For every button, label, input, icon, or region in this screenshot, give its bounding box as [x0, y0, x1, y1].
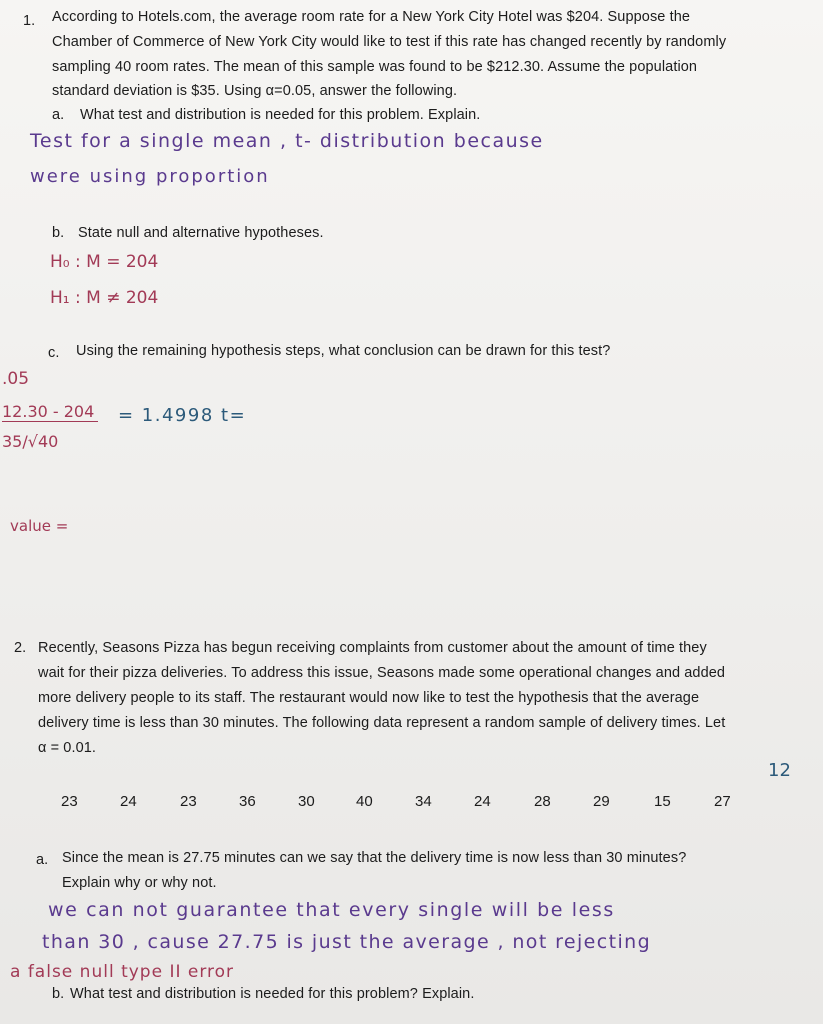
q1c-label: c.: [48, 345, 60, 361]
q2a-question-line-2: Explain why or why not.: [62, 875, 217, 891]
q1-text-line-2: Chamber of Commerce of New York City would like to test if this rate has changed recently by randomly: [52, 34, 727, 50]
q1a-question: What test and distribution is needed for this problem. Explain.: [80, 107, 481, 123]
q2-text-line-5: α = 0.01.: [38, 740, 97, 756]
q2a-label: a.: [36, 852, 49, 868]
q2-data-value: 28: [534, 793, 551, 810]
q2-text-line-4: delivery time is less than 30 minutes. The following data represent a random sample of delivery times. Let: [38, 715, 726, 731]
q2-text-line-2: wait for their pizza deliveries. To address this issue, Seasons made some operational changes and added: [38, 665, 726, 681]
q1b-label: b.: [52, 225, 65, 241]
q1-text-line-1: According to Hotels.com, the average room rate for a New York City Hotel was $204. Suppose the: [52, 9, 691, 25]
q1a-handwritten-answer-line-1: Test for a single mean , t- distribution because: [30, 130, 544, 152]
q2-data-value: 40: [356, 793, 373, 810]
q2-data-value: 36: [239, 793, 256, 810]
q2-text-line-3: more delivery people to its staff. The restaurant would now like to test the hypothesis that the average: [38, 690, 700, 706]
q1c-result: = 1.4998 t=: [118, 405, 247, 426]
q2-data-value: 30: [298, 793, 315, 810]
q2a-handwritten-answer-line-2: than 30 , cause 27.75 is just the average , not rejecting: [42, 931, 652, 953]
q2-count-note: 12: [768, 760, 791, 781]
q2-data-value: 29: [593, 793, 610, 810]
q1b-question: State null and alternative hypotheses.: [78, 225, 324, 241]
q1-number: 1.: [23, 13, 36, 29]
q1c-numerator: 12.30 - 204: [2, 402, 98, 422]
q2-text-line-1: Recently, Seasons Pizza has begun receiving complaints from customer about the amount of time they: [38, 640, 707, 656]
q2a-handwritten-answer-line-1: we can not guarantee that every single will be less: [48, 899, 615, 921]
q2-data-value: 34: [415, 793, 432, 810]
q1c-alpha: .05: [2, 369, 30, 389]
q1a-handwritten-answer-line-2: were using proportion: [30, 166, 270, 187]
q2-data-value: 15: [654, 793, 671, 810]
q1b-null-hypothesis: H₀ : M = 204: [50, 252, 159, 272]
q2-data-value: 24: [474, 793, 491, 810]
q1-text-line-4: standard deviation is $35. Using α=0.05, answer the following.: [52, 83, 458, 99]
q1a-label: a.: [52, 107, 65, 123]
q2-data-value: 27: [714, 793, 731, 810]
q2a-question-line-1: Since the mean is 27.75 minutes can we say that the delivery time is now less than 30 minutes?: [62, 850, 687, 866]
q1b-alternative-hypothesis: H₁ : M ≠ 204: [50, 288, 159, 308]
q2-data-value: 24: [120, 793, 137, 810]
q2b-question: What test and distribution is needed for this problem? Explain.: [70, 986, 475, 1002]
q2a-handwritten-answer-line-3: a false null type II error: [10, 962, 235, 982]
q1c-p-value: value =: [10, 517, 69, 535]
q1c-denominator: 35/√40: [2, 432, 59, 451]
q1-text-line-3: sampling 40 room rates. The mean of this sample was found to be $212.30. Assume the population: [52, 59, 698, 75]
q2-data-value: 23: [180, 793, 197, 810]
q2-number: 2.: [14, 640, 27, 656]
q1c-question: Using the remaining hypothesis steps, what conclusion can be drawn for this test?: [76, 343, 611, 359]
q2-data-value: 23: [61, 793, 78, 810]
q2b-label: b.: [52, 986, 65, 1002]
